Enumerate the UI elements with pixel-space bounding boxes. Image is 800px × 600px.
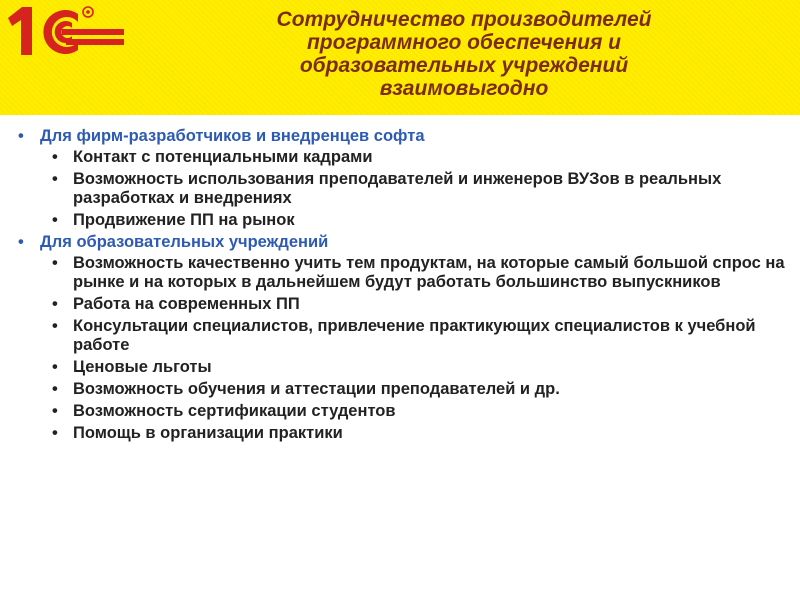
bullet-icon: • (52, 254, 58, 272)
header-banner (0, 0, 800, 115)
section-heading (18, 233, 788, 252)
title-line: программного обеспечения и (306, 31, 621, 54)
bullet-icon: • (52, 380, 58, 398)
bullet-icon: • (18, 127, 24, 145)
section-heading (18, 127, 788, 146)
bullet-list (18, 254, 788, 443)
content-body (18, 127, 788, 446)
list-item-text: Возможность использования преподавателей и инженеров ВУЗов в реальных разработках и внедрениях (73, 170, 722, 207)
list-item-text: Работа на современных ПП (73, 295, 300, 313)
list-item (18, 148, 788, 167)
bullet-icon: • (52, 148, 58, 166)
list-item (18, 424, 788, 443)
bullet-icon: • (52, 170, 58, 188)
title-line: Сотрудничество производителей (276, 8, 652, 31)
bullet-icon: • (52, 317, 58, 335)
list-item-text: Возможность обучения и аттестации преподавателей и др. (73, 380, 560, 398)
bullet-icon: • (52, 211, 58, 229)
list-item-text: Продвижение ПП на рынок (73, 211, 295, 229)
section-developers (18, 127, 788, 230)
bullet-icon: • (52, 295, 58, 313)
bullet-list (18, 148, 788, 230)
page-title (160, 8, 768, 100)
list-item-text: Возможность качественно учить тем продуктам, на которые самый большой спрос на рынке и на которых в дальнейшем будут работать большинство выпускников (73, 254, 785, 291)
list-item (18, 170, 788, 208)
list-item (18, 380, 788, 399)
bullet-icon: • (52, 358, 58, 376)
bullet-icon: • (18, 233, 24, 251)
bullet-icon: • (52, 424, 58, 442)
list-item-text: Контакт с потенциальными кадрами (73, 148, 373, 166)
list-item-text: Возможность сертификации студентов (73, 402, 396, 420)
section-heading-text: Для образовательных учреждений (40, 233, 329, 251)
title-line: взаимовыгодно (379, 77, 549, 100)
section-heading-text: Для фирм-разработчиков и внедренцев софта (40, 127, 425, 145)
section-education (18, 233, 788, 443)
title-line: образовательных учреждений (299, 54, 629, 77)
list-item (18, 295, 788, 314)
list-item (18, 317, 788, 355)
list-item (18, 211, 788, 230)
list-item-text: Помощь в организации практики (73, 424, 343, 442)
list-item (18, 254, 788, 292)
list-item (18, 402, 788, 421)
list-item (18, 358, 788, 377)
bullet-icon: • (52, 402, 58, 420)
list-item-text: Консультации специалистов, привлечение практикующих специалистов к учебной работе (73, 317, 756, 354)
list-item-text: Ценовые льготы (73, 358, 212, 376)
1c-logo-icon (4, 4, 126, 58)
